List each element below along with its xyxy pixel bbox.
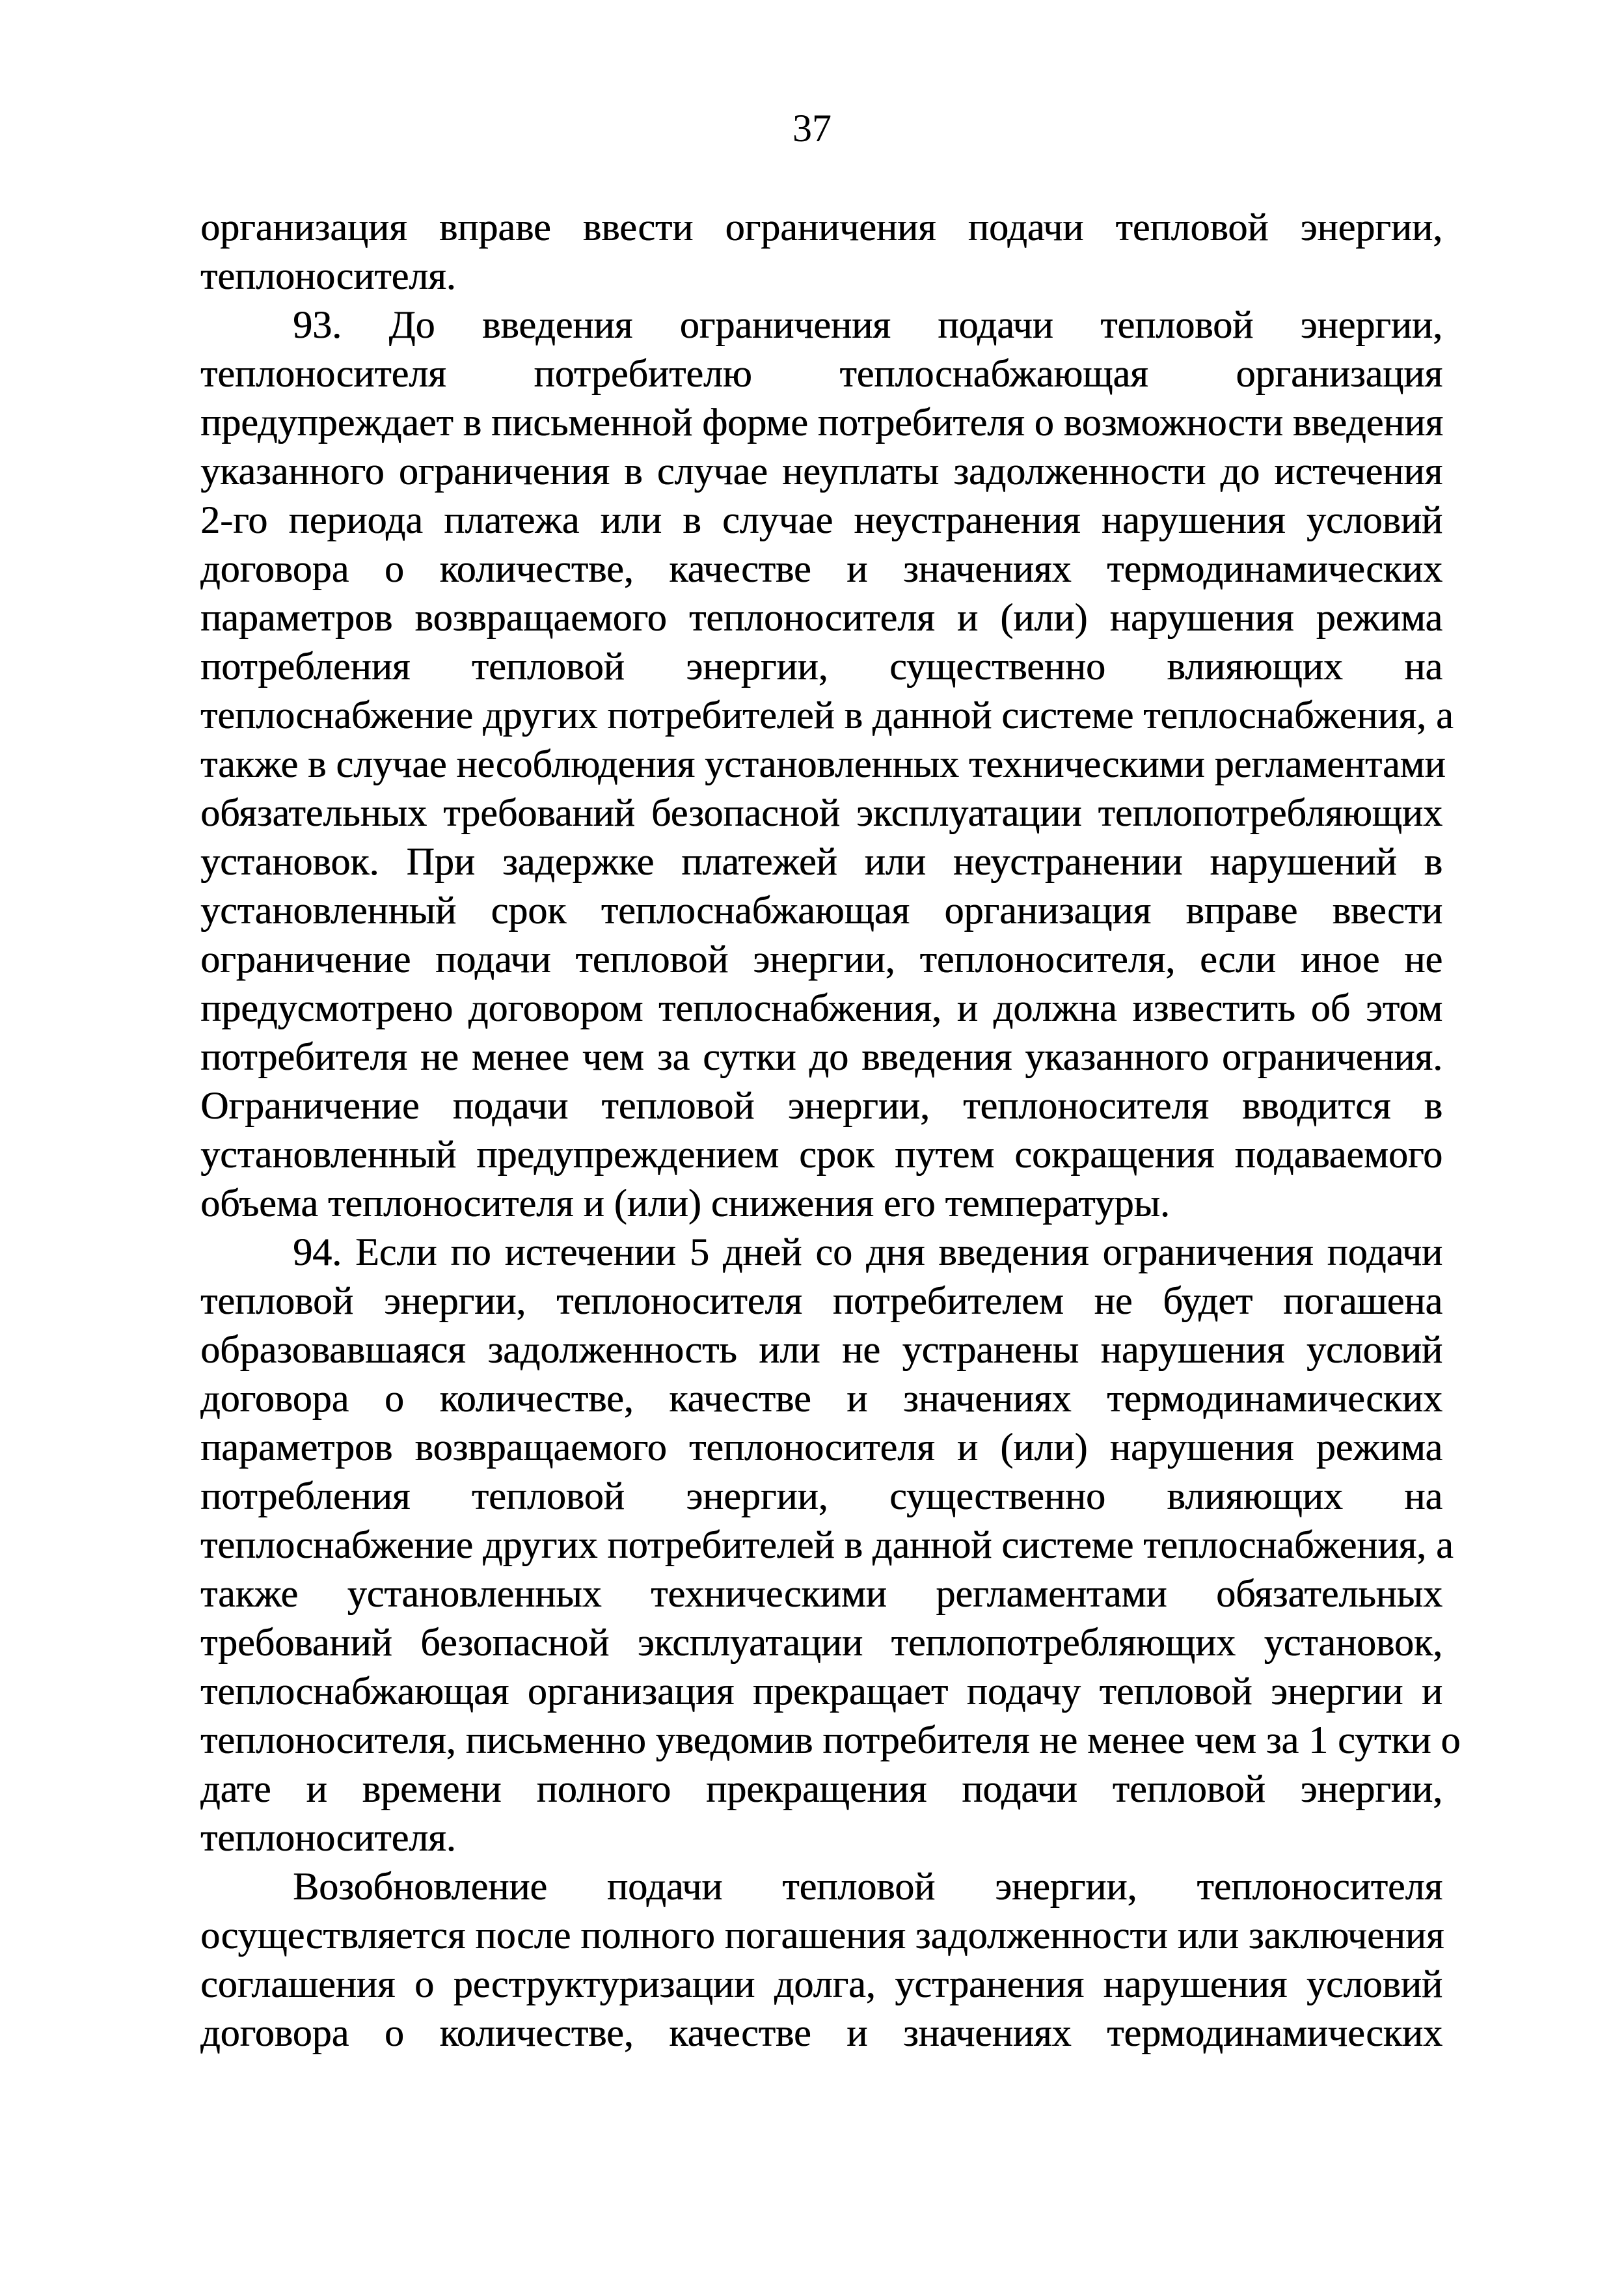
text-line: требований безопасной эксплуатации теплопотребляющих установок,	[200, 1621, 1442, 1664]
text-line: теплоносителя.	[200, 1816, 456, 1859]
text-line: установок. При задержке платежей или неустранении нарушений в	[200, 840, 1442, 883]
text-line: теплоносителя потребителю теплоснабжающая организация	[200, 352, 1442, 395]
text-line: 94. Если по истечении 5 дней со дня введения ограничения подачи	[293, 1230, 1442, 1273]
text-line: обязательных требований безопасной эксплуатации теплопотребляющих	[200, 791, 1442, 834]
text-line: 93. До введения ограничения подачи тепловой энергии,	[293, 303, 1442, 346]
text-line: параметров возвращаемого теплоносителя и (или) нарушения режима	[200, 596, 1442, 639]
text-line: также в случае несоблюдения установленных техническими регламентами	[200, 742, 1446, 785]
text-line: 2-го периода платежа или в случае неустранения нарушения условий	[200, 498, 1442, 541]
text-line: предупреждает в письменной форме потребителя о возможности введения	[200, 401, 1444, 444]
page-number: 37	[792, 107, 832, 150]
text-line: осуществляется после полного погашения задолженности или заключения	[200, 1914, 1444, 1957]
text-line: установленный предупреждением срок путем сокращения подаваемого	[200, 1133, 1442, 1176]
text-line: теплоснабжающая организация прекращает подачу тепловой энергии и	[200, 1670, 1442, 1713]
text-line: тепловой энергии, теплоносителя потребителем не будет погашена	[200, 1279, 1442, 1322]
text-line: потребления тепловой энергии, существенно влияющих на	[200, 1474, 1442, 1517]
text-line: также установленных техническими регламентами обязательных	[200, 1572, 1442, 1615]
document-body	[200, 203, 1461, 2058]
text-line: установленный срок теплоснабжающая организация вправе ввести	[200, 889, 1442, 932]
paragraph	[200, 1228, 1461, 1862]
text-line: договора о количестве, качестве и значениях термодинамических	[200, 547, 1442, 590]
text-line: Ограничение подачи тепловой энергии, теплоносителя вводится в	[200, 1084, 1442, 1127]
text-line: ограничение подачи тепловой энергии, теплоносителя, если иное не	[200, 938, 1442, 981]
paragraph	[200, 1862, 1442, 2058]
text-line: теплоносителя, письменно уведомив потребителя не менее чем за 1 сутки о	[200, 1718, 1461, 1761]
text-line: предусмотрено договором теплоснабжения, и должна известить об этом	[200, 986, 1442, 1029]
text-line: Возобновление подачи тепловой энергии, теплоносителя	[293, 1865, 1442, 1908]
paragraph	[200, 203, 1442, 301]
text-line: параметров возвращаемого теплоносителя и (или) нарушения режима	[200, 1426, 1442, 1469]
text-line: организация вправе ввести ограничения подачи тепловой энергии,	[200, 206, 1442, 249]
text-line: договора о количестве, качестве и значениях термодинамических	[200, 1377, 1442, 1420]
paragraph	[200, 301, 1454, 1228]
text-line: указанного ограничения в случае неуплаты задолженности до истечения	[200, 450, 1442, 493]
text-line: соглашения о реструктуризации долга, устранения нарушения условий	[200, 1963, 1442, 2005]
text-line: теплоснабжение других потребителей в данной системе теплоснабжения, а	[200, 694, 1454, 737]
text-line: объема теплоносителя и (или) снижения его температуры.	[200, 1182, 1170, 1225]
text-line: договора о количестве, качестве и значениях термодинамических	[200, 2011, 1442, 2054]
text-line: теплоснабжение других потребителей в данной системе теплоснабжения, а	[200, 1523, 1454, 1566]
text-line: потребления тепловой энергии, существенно влияющих на	[200, 645, 1442, 688]
text-line: теплоносителя.	[200, 254, 456, 297]
text-line: образовавшаяся задолженность или не устранены нарушения условий	[200, 1328, 1442, 1371]
text-line: потребителя не менее чем за сутки до введения указанного ограничения.	[200, 1035, 1442, 1078]
text-line: дате и времени полного прекращения подачи тепловой энергии,	[200, 1767, 1442, 1810]
